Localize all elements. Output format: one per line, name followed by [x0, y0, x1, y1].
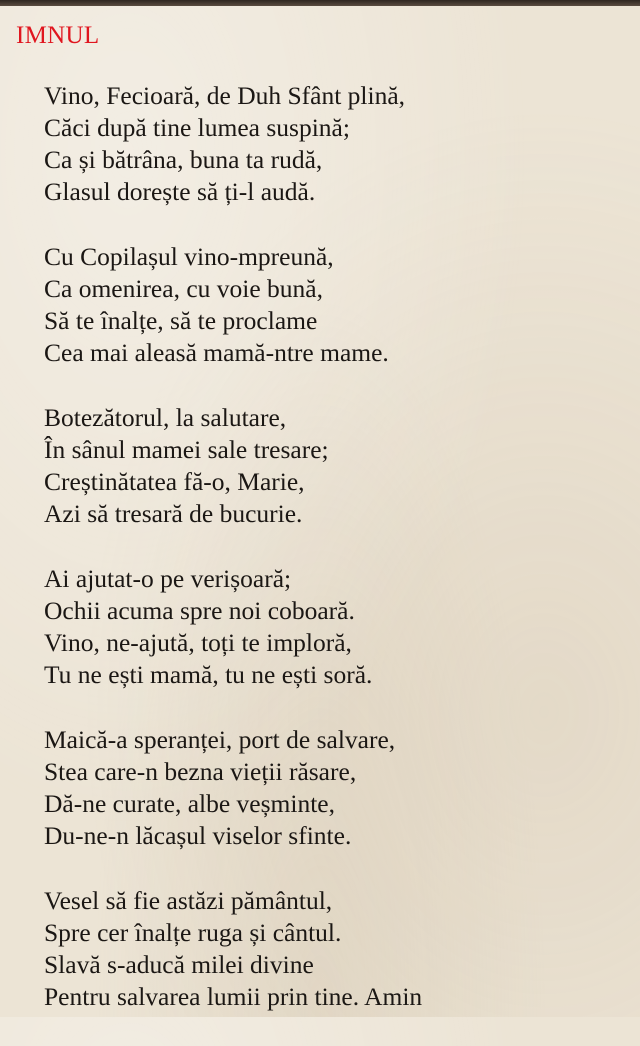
- poem-line: Botezătorul, la salutare,: [44, 403, 287, 432]
- poem-line: Pentru salvarea lumii prin tine. Amin: [44, 982, 423, 1011]
- poem-line: Ochii acuma spre noi coboară.: [44, 596, 355, 625]
- poem-line: Slavă s-aducă milei divine: [44, 950, 314, 979]
- poem-line: Ai ajutat-o pe verișoară;: [44, 564, 292, 593]
- stanza-3: [44, 402, 634, 530]
- poem-line: Dă-ne curate, albe veșminte,: [44, 789, 335, 818]
- poem-line: Vino, Fecioară, de Duh Sfânt plină,: [44, 81, 406, 110]
- poem-line: Cu Copilașul vino-mpreună,: [44, 242, 334, 271]
- page-title: IMNUL: [16, 22, 100, 49]
- poem-line: Creștinătatea fă-o, Marie,: [44, 467, 305, 496]
- poem-line: Azi să tresară de bucurie.: [44, 499, 303, 528]
- poem-body: [44, 80, 634, 1046]
- poem-line: Glasul dorește să ți-l audă.: [44, 177, 316, 206]
- poem-line: Tu ne ești mamă, tu ne ești soră.: [44, 660, 373, 689]
- poem-line: Vesel să fie astăzi pământul,: [44, 886, 333, 915]
- poem-line: Vino, ne-ajută, toți te imploră,: [44, 628, 352, 657]
- poem-line: Căci după tine lumea suspină;: [44, 113, 350, 142]
- poem-line: Ca și bătrâna, buna ta rudă,: [44, 145, 323, 174]
- poem-line: Spre cer înalțe ruga și cântul.: [44, 918, 342, 947]
- poem-line: Cea mai aleasă mamă-ntre mame.: [44, 338, 389, 367]
- stanza-6: [44, 885, 634, 1013]
- stanza-5: [44, 724, 634, 852]
- stanza-1: [44, 80, 634, 208]
- stanza-4: [44, 563, 634, 691]
- top-bar: [0, 0, 640, 6]
- poem-line: Ca omenirea, cu voie bună,: [44, 274, 323, 303]
- poem-line: Du-ne-n lăcașul viselor sfinte.: [44, 821, 352, 850]
- poem-line: Stea care-n bezna vieții răsare,: [44, 757, 357, 786]
- poem-line: Să te înalțe, să te proclame: [44, 306, 318, 335]
- poem-line: În sânul mamei sale tresare;: [44, 435, 329, 464]
- stanza-2: [44, 241, 634, 369]
- poem-line: Maică-a speranței, port de salvare,: [44, 725, 396, 754]
